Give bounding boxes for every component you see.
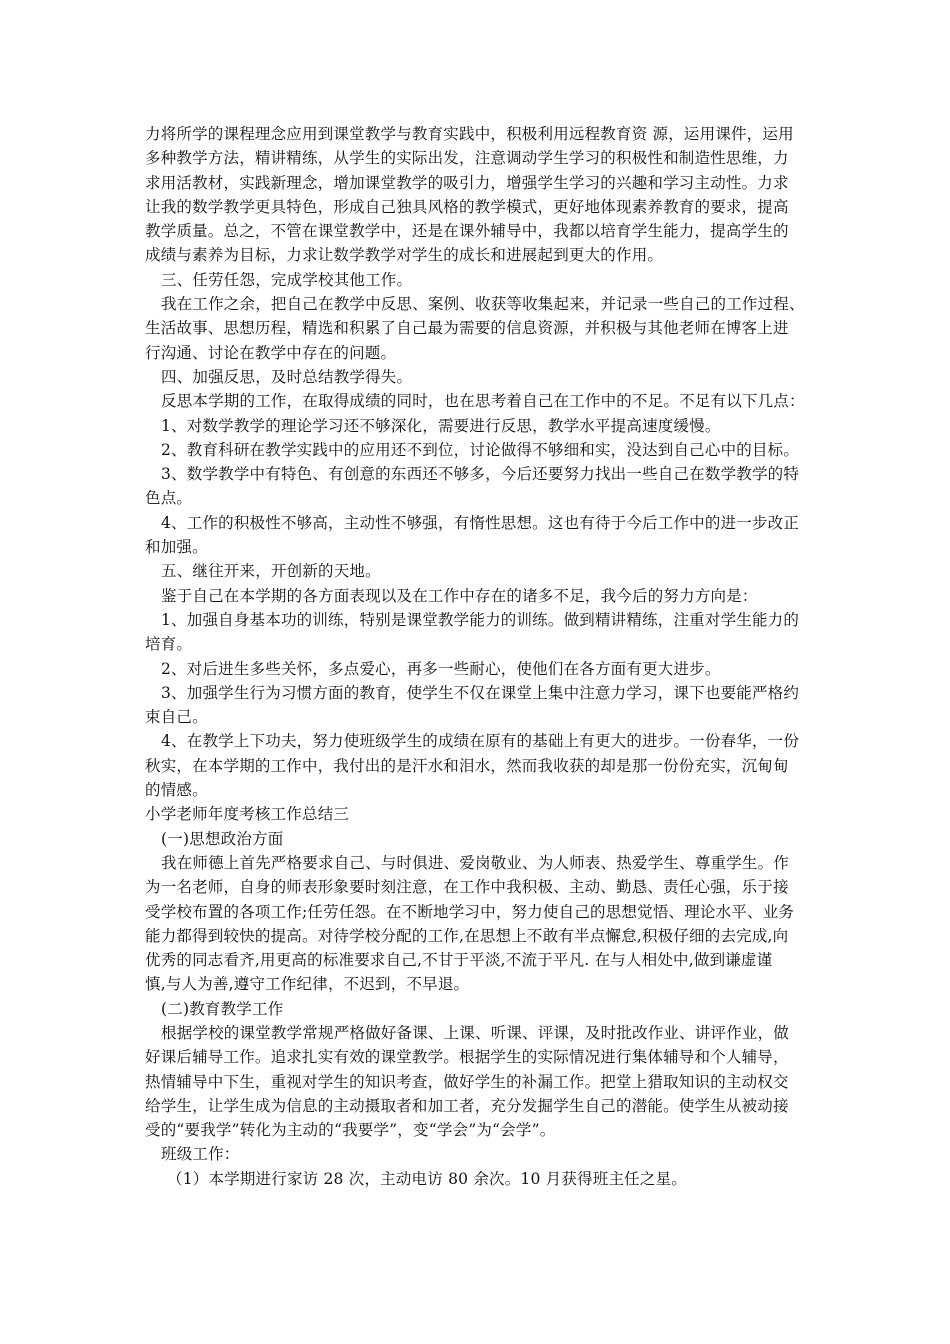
text-line: 受的“要我学”转化为主动的“我要学”，变“学会”为“会学”。 [145,1121,556,1140]
text-line: 我在师德上首先严格要求自己、与时俱进、爱岗敬业、为人师表、热爱学生、尊重学生。作 [161,853,790,872]
text-line: 4、在教学上下功夫，努力使班级学生的成绩在原有的基础上有更大的进步。一份春华，一份 [161,732,800,751]
text-line: （1）本学期进行家访 28 次，主动电访 80 余次。10 月获得班主任之星。 [167,1169,687,1188]
text-line: 我在工作之余，把自己在教学中反思、案例、收获等收集起来，并记录一些自己的工作过程、 [161,295,805,314]
text-line: 鉴于自己在本学期的各方面表现以及在工作中存在的诸多不足，我今后的努力方向是： [161,586,758,605]
text-line: 为一名老师，自身的师表形象要时刻注意，在工作中我积极、主动、勤恳、责任心强，乐于接 [145,878,789,897]
text-line: (二)教育教学工作 [161,999,284,1018]
text-line: 优秀的同志看齐,用更高的标准要求自己,不甘于平淡,不流于平凡. 在与人相处中,做到谦虚谨 [145,951,773,970]
text-line: 三、任劳任怨，完成学校其他工作。 [161,270,413,289]
document-page [145,122,809,1191]
text-line: 力将所学的课程理念应用到课堂教学与教育实践中，积极利用远程教育资 源，运用课件，运用 [145,125,794,143]
text-line: 反思本学期的工作，在取得成绩的同时，也在思考着自己在工作中的不足。不足有以下几点： [161,392,805,411]
text-line: 2、教育科研在教学实践中的应用还不到位，讨论做得不够细和实，没达到自己心中的目标。 [161,440,800,459]
text-line: 3、数学教学中有特色、有创意的东西还不够多，今后还要努力找出一些自己在数学教学的特 [161,465,800,484]
text-line: 秋实，在本学期的工作中，我付出的是汗水和泪水，然而我收获的却是那一份份充实，沉甸甸 [145,756,789,775]
text-line: 根据学校的课堂教学常规严格做好备课、上课、听课、评课，及时批改作业、讲评作业，做 [161,1023,790,1042]
text-line: 四、加强反思，及时总结教学得失。 [161,367,413,386]
text-line: 2、对后进生多些关怀，多点爱心，再多一些耐心，使他们在各方面有更大进步。 [161,659,721,678]
text-line: 给学生，让学生成为信息的主动摄取者和加工者，充分发掘学生自己的潜能。使学生从被动接 [145,1096,789,1115]
text-line: 受学校布置的各项工作;任劳任怨。在不断地学习中，努力使自己的思想觉悟、理论水平、业务 [145,902,795,921]
text-line: 能力都得到较快的提高。对待学校分配的工作,在思想上不敢有半点懈怠,积极仔细的去完成,向 [145,926,789,945]
text-line: 热情辅导中下生，重视对学生的知识考查，做好学生的补漏工作。把堂上猎取知识的主动权交 [145,1072,789,1091]
text-line: 生活故事、思想历程，精选和积累了自己最为需要的信息资源，并积极与其他老师在博客上进 [145,319,789,338]
text-line: 求用活教材，实践新理念，增加课堂教学的吸引力，增强学生学习的兴趣和学习主动性。力求 [145,173,789,192]
text-line: 束自己。 [145,708,208,727]
text-line: 班级工作： [161,1145,240,1164]
text-line: 让我的数学教学更具特色，形成自己独具风格的教学模式，更好地体现素养教育的要求，提高 [145,197,789,216]
text-line: 和加强。 [145,538,208,557]
text-line: 1、对数学教学的理论学习还不够深化，需要进行反思，教学水平提高速度缓慢。 [161,416,721,435]
text-line: 1、加强自身基本功的训练，特别是课堂教学能力的训练。做到精讲精练，注重对学生能力的 [161,610,800,629]
text-line: 五、继往开来，开创新的天地。 [161,562,381,581]
text-line: 小学老师年度考核工作总结三 [145,805,350,824]
text-line: 行沟通、讨论在教学中存在的问题。 [145,343,397,362]
text-line: 4、工作的积极性不够高，主动性不够强，有惰性思想。这也有待于今后工作中的进一步改正 [161,513,800,532]
text-line: 的情感。 [145,781,208,800]
text-line: 多种教学方法，精讲精练，从学生的实际出发，注意调动学生学习的积极性和制造性思维，力 [145,149,789,168]
text-line: (一)思想政治方面 [161,829,284,848]
text-line: 培育。 [145,635,193,654]
text-line: 慎,与人为善,遵守工作纪律，不迟到，不早退。 [145,975,470,994]
text-line: 色点。 [145,489,193,508]
text-line: 教学质量。总之，不管在课堂教学中，还是在课外辅导中，我都以培育学生能力，提高学生的 [145,222,789,241]
text-line: 3、加强学生行为习惯方面的教育，使学生不仅在课堂上集中注意力学习，课下也要能严格约 [161,683,800,702]
text-line: 成绩与素养为目标，力求让数学教学对学生的成长和进展起到更大的作用。 [145,246,664,265]
text-line: 好课后辅导工作。追求扎实有效的课堂教学。根据学生的实际情况进行集体辅导和个人辅导， [145,1048,789,1067]
